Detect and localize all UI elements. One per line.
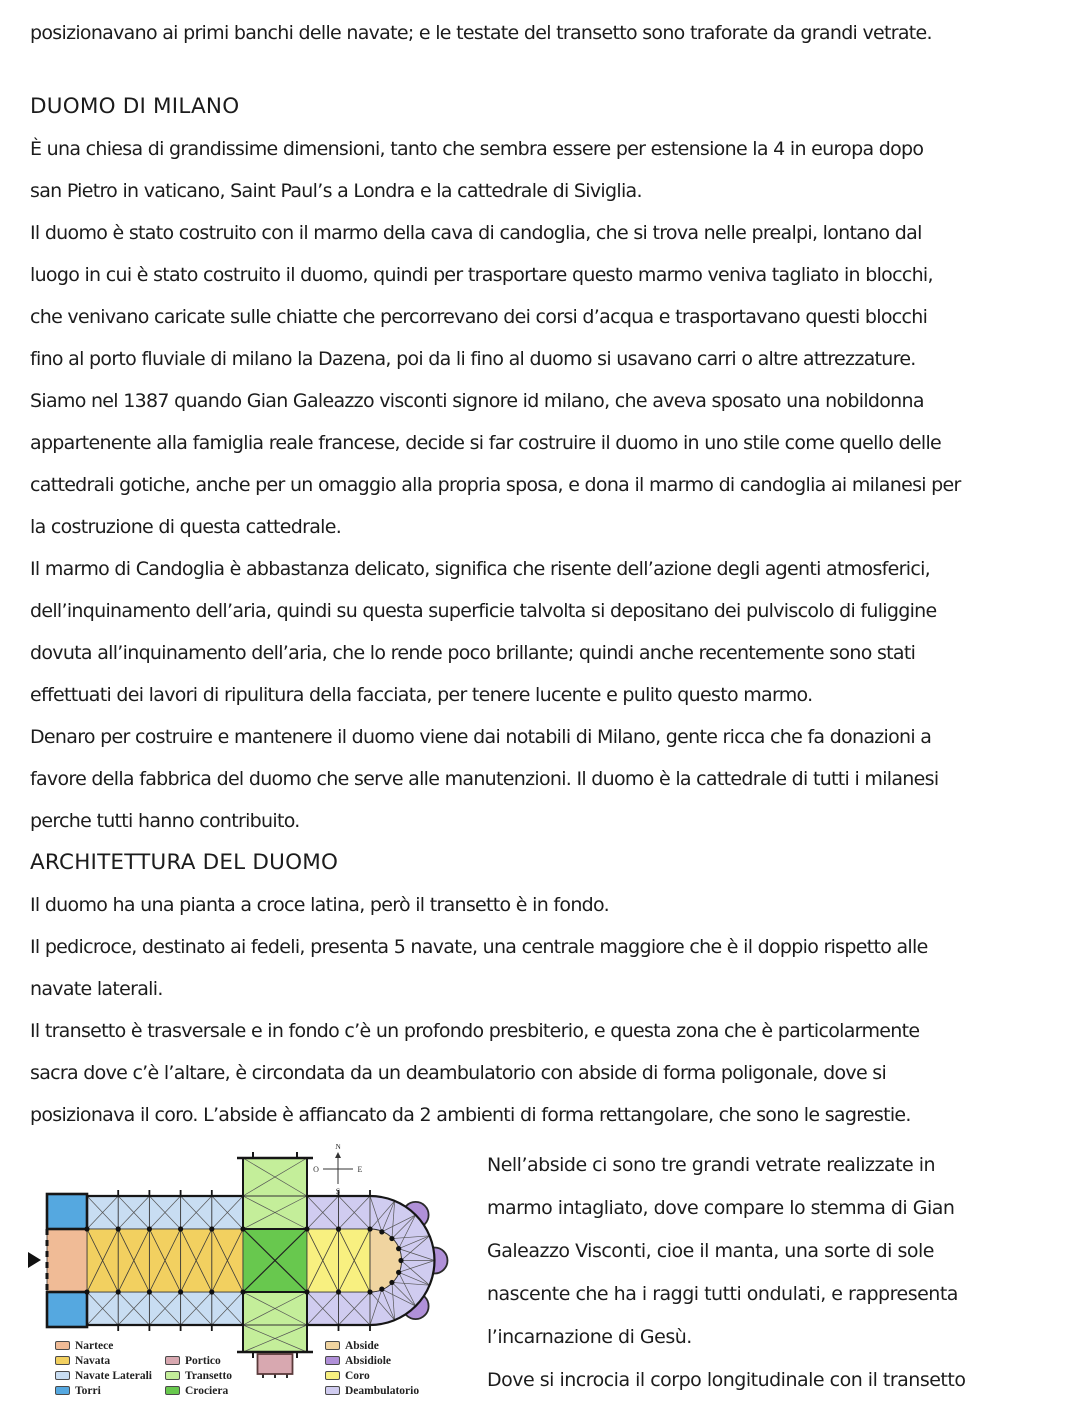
legend-label: Navata [75,1354,111,1367]
text-line: favore della fabbrica del duomo che serve alle manutenzioni. Il duomo è la cattedrale di tutti i milanesi [30,768,939,790]
text-line: fino al porto fluviale di milano la Dazena, poi da li fino al duomo si usavano carri o altre attrezzature. [30,348,916,370]
plan-region-transetto-nord [243,1158,307,1229]
section-heading-duomo: DUOMO DI MILANO [30,94,240,119]
legend-label: Portico [185,1354,221,1367]
compass-label-e: E [357,1165,363,1174]
text-line: Galeazzo Visconti, cioe il manta, una sorte di sole [487,1240,934,1262]
legend-color-swatch [165,1371,180,1380]
legend-color-swatch [165,1386,180,1395]
legend-item [165,1353,232,1368]
compass-label-n: N [335,1144,341,1151]
legend-item [325,1353,419,1368]
text-line: marmo intagliato, dove compare lo stemma di Gian [487,1197,955,1219]
text-line: effettuati dei lavori di ripulitura della facciata, per tenere lucente e pulito questo marmo. [30,684,813,706]
plan-region-torre-sud [47,1292,87,1327]
text-line: san Pietro in vaticano, Saint Paul’s a Londra e la cattedrale di Siviglia. [30,180,642,202]
legend-column-1 [55,1338,152,1398]
legend-color-swatch [55,1386,70,1395]
text-line: Dove si incrocia il corpo longitudinale con il transetto [487,1369,966,1391]
plan-region-transetto-sud [243,1292,307,1352]
entrance-arrow-icon [28,1252,41,1268]
text-line: Nell’abside ci sono tre grandi vetrate realizzate in [487,1154,936,1176]
legend-item [325,1383,419,1398]
intro-paragraph [30,12,1080,54]
floor-plan-figure [25,1144,487,1406]
legend-column-3 [325,1338,419,1398]
compass-label-o: O [313,1165,319,1174]
duomo-paragraph [30,128,1080,842]
plan-region-torre-nord [47,1194,87,1229]
text-line: cattedrali gotiche, anche per un omaggio alla propria sposa, e dona il marmo di candoglia ai milanesi per [30,474,961,496]
text-line: Denaro per costruire e mantenere il duomo viene dai notabili di Milano, gente ricca che fa donazioni a [30,726,932,748]
legend-color-swatch [55,1371,70,1380]
text-line: Il marmo di Candoglia è abbastanza delicato, significa che risente dell’azione degli agenti atmosferici, [30,558,930,580]
legend-label: Nartece [75,1339,114,1352]
plan-region-portico [258,1354,293,1374]
legend-color-swatch [55,1356,70,1365]
legend-color-swatch [165,1356,180,1365]
legend-color-swatch [55,1341,70,1350]
legend-label: Transetto [185,1369,233,1382]
legend-item [55,1368,152,1383]
text-line: Siamo nel 1387 quando Gian Galeazzo visconti signore id milano, che aveva sposato una nobildonna [30,390,924,412]
text-line: Il duomo è stato costruito con il marmo della cava di candoglia, che si trova nelle prealpi, lontano dal [30,222,922,244]
text-line: posizionava il coro. L’abside è affiancato da 2 ambienti di forma rettangolare, che sono le sagrestie. [30,1104,911,1126]
text-line: dell’inquinamento dell’aria, quindi su questa superficie talvolta si depositano dei pulviscolo di fuliggine [30,600,937,622]
legend-item [165,1368,232,1383]
text-line: navate laterali. [30,978,163,1000]
text-line: che venivano caricate sulle chiatte che percorrevano dei corsi d’acqua e trasportavano questi blocchi [30,306,928,328]
section-heading-architettura: ARCHITETTURA DEL DUOMO [30,850,339,875]
legend-label: Abside [345,1339,379,1352]
text-line: sacra dove c’è l’altare, è circondata da un deambulatorio con abside di forma poligonale, dove si [30,1062,887,1084]
text-line: luogo in cui è stato costruito il duomo, quindi per trasportare questo marmo veniva tagliato in blocchi, [30,264,933,286]
text-line: posizionavano ai primi banchi delle navate; e le testate del transetto sono traforate da grandi vetrate. [30,22,932,44]
plan-region-nartece [47,1229,87,1292]
legend-label: Crociera [185,1384,229,1397]
legend-item [55,1353,152,1368]
text-line: Il pedicroce, destinato ai fedeli, presenta 5 navate, una centrale maggiore che è il doppio rispetto alle [30,936,928,958]
figure-and-text-row [25,1144,1080,1406]
legend-label: Deambulatorio [345,1384,420,1397]
legend-item [325,1368,419,1383]
legend-label: Torri [75,1384,101,1397]
text-line: nascente che ha i raggi tutti ondulati, e rappresenta [487,1283,958,1305]
text-line: perche tutti hanno contribuito. [30,810,300,832]
legend-color-swatch [325,1356,340,1365]
text-line: Il duomo ha una pianta a croce latina, però il transetto è in fondo. [30,894,609,916]
legend-color-swatch [325,1386,340,1395]
legend-item [325,1338,419,1353]
legend-item [165,1383,232,1398]
legend-label: Coro [345,1369,370,1382]
architettura-paragraph [30,884,1080,1136]
compass-icon [313,1144,362,1196]
legend-item [55,1383,152,1398]
text-line: la costruzione di questa cattedrale. [30,516,342,538]
text-line: appartenente alla famiglia reale francese, decide si far costruire il duomo in uno stile come quello delle [30,432,942,454]
text-line: È una chiesa di grandissime dimensioni, tanto che sembra essere per estensione la 4 in europa dopo [30,138,924,160]
legend-label: Navate Laterali [75,1369,152,1382]
legend-column-2 [165,1353,232,1398]
text-line: l’incarnazione di Gesù. [487,1326,692,1348]
text-line: Il transetto è trasversale e in fondo c’è un profondo presbiterio, e questa zona che è particolarmente [30,1020,920,1042]
text-line: dovuta all’inquinamento dell’aria, che lo rende poco brillante; quindi anche recentemente sono stati [30,642,916,664]
legend-item [55,1338,152,1353]
aside-paragraph [487,1144,965,1406]
legend-color-swatch [325,1341,340,1350]
compass-label-s: S [335,1187,341,1196]
legend-color-swatch [325,1371,340,1380]
legend-label: Absidiole [345,1354,392,1367]
